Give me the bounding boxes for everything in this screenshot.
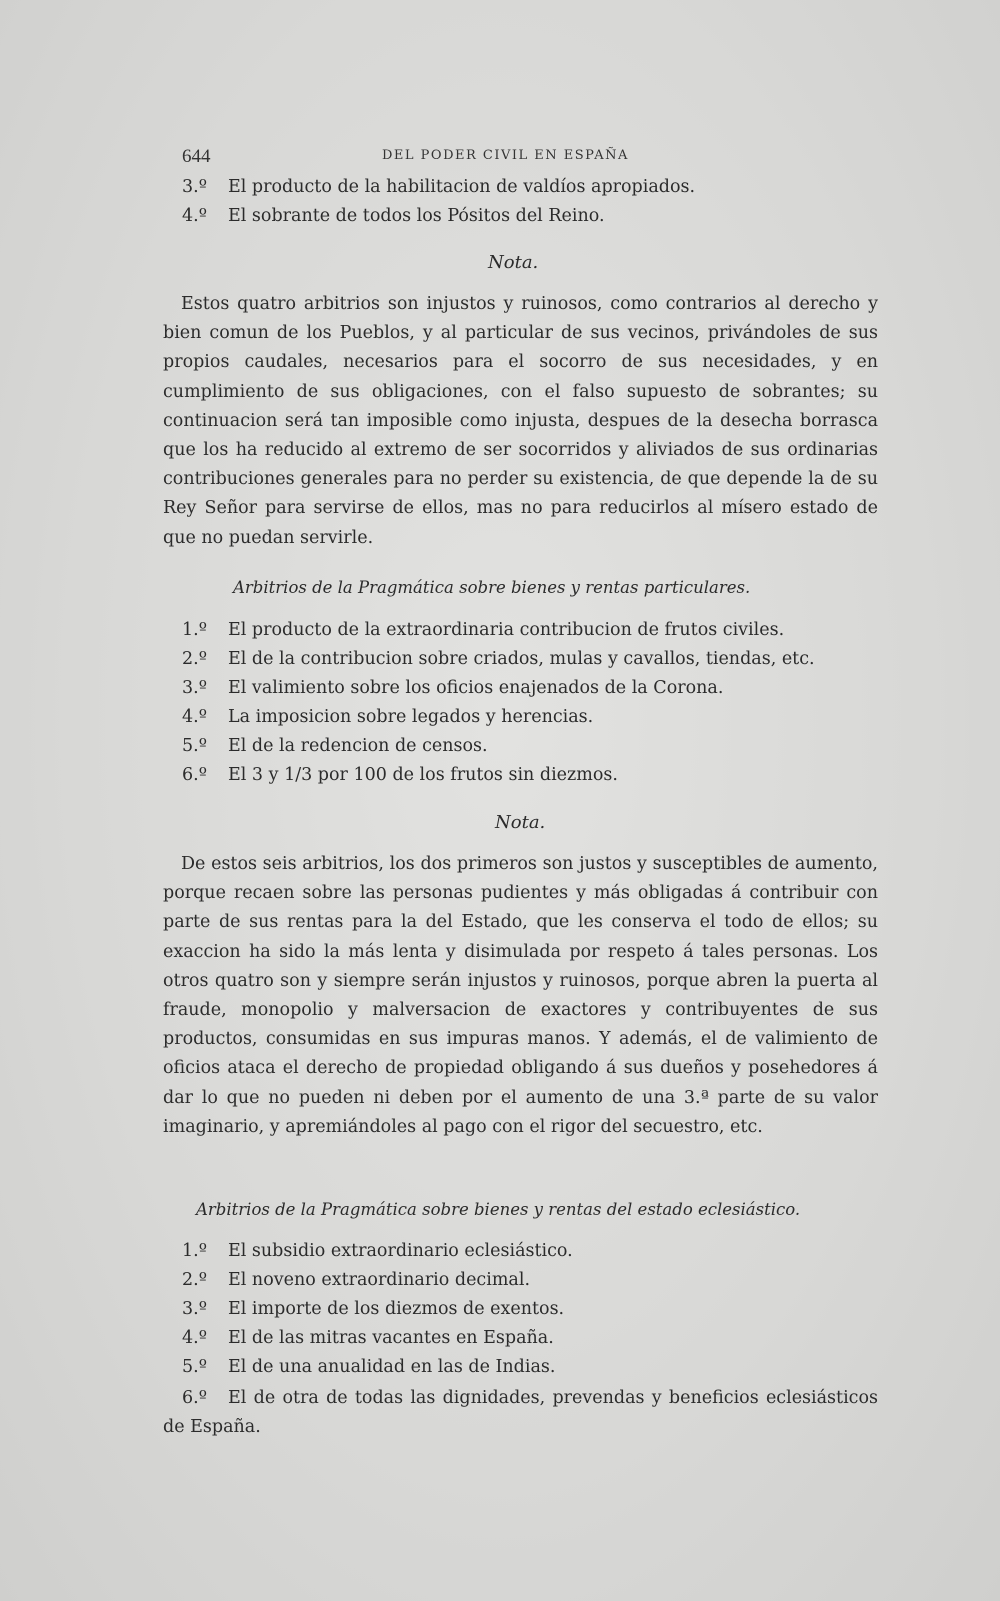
item-text: El de las mitras vacantes en España. <box>228 1328 554 1348</box>
item-text: La imposicion sobre legados y herencias. <box>228 707 594 727</box>
list-item <box>182 1357 872 1377</box>
item-text: El producto de la habilitacion de valdíos apropiados. <box>228 177 696 197</box>
nota-heading: Nota. <box>495 812 546 833</box>
item-number: 5.º <box>182 736 207 756</box>
item-number: 3.º <box>182 1299 207 1319</box>
item-text: El de una anualidad en las de Indias. <box>228 1357 556 1377</box>
item-text: El producto de la extraordinaria contribucion de frutos civiles. <box>228 620 785 640</box>
item-text: El de la redencion de censos. <box>228 736 488 756</box>
list-item <box>182 177 872 197</box>
nota-heading: Nota. <box>488 252 539 273</box>
item-number: 2.º <box>182 1270 207 1290</box>
list-item <box>182 649 872 669</box>
list-item <box>182 678 872 698</box>
paragraph-text: De estos seis arbitrios, los dos primeros son justos y susceptibles de aumento, porque recaen sobre las personas pudientes y más obligadas á contribuir con parte de sus rentas para la del Estado, que les conserva el todo de ellos; su exaccion ha sido la más lenta y disimulada por respeto á tales personas. Los otros quatro son y siempre serán injustos y ruinosos, porque abren la puerta al fraude, monopolio y malversacion de exactores y contribuyentes de sus productos, consumidas en sus impuras manos. Y además, el de valimiento de oficios ataca el derecho de propiedad obligando á sus dueños y posehedores á dar lo que no pueden ni deben por el aumento de una 3.ª parte de su valor imaginario, y apremiándoles al pago con el rigor del secuestro, etc. <box>163 854 878 1137</box>
item-text: El de la contribucion sobre criados, mulas y cavallos, tiendas, etc. <box>228 649 815 669</box>
item-text: El noveno extraordinario decimal. <box>228 1270 531 1290</box>
nota-paragraph <box>163 290 878 553</box>
item-number: 1.º <box>182 620 207 640</box>
list-item <box>182 765 872 785</box>
item-number: 3.º <box>182 678 207 698</box>
item-number: 5.º <box>182 1357 207 1377</box>
item-number: 2.º <box>182 649 207 669</box>
list-item <box>182 206 872 226</box>
nota-paragraph <box>163 850 878 1142</box>
item-number: 4.º <box>182 707 207 727</box>
section-heading: Arbitrios de la Pragmática sobre bienes y rentas del estado eclesiástico. <box>196 1200 801 1219</box>
paragraph-text: Estos quatro arbitrios son injustos y ruinosos, como contrarios al derecho y bien comun de los Pueblos, y al particular de sus vecinos, privándoles de sus propios caudales, necesarios para el socorro de sus necesidades, y en cumplimiento de sus obligaciones, con el falso supuesto de sobrantes; su continuacion será tan imposible como injusta, despues de la desecha borrasca que los ha reducido al extremo de ser socorridos y aliviados de sus ordinarias contribuciones generales para no perder su existencia, de que depende la de su Rey Señor para servirse de ellos, mas no para reducirlos al mísero estado de que no puedan servirle. <box>163 294 878 548</box>
list-item <box>182 1241 872 1261</box>
item-number: 3.º <box>182 177 207 197</box>
item-number: 6.º <box>182 1388 207 1408</box>
item-text: El importe de los diezmos de exentos. <box>228 1299 565 1319</box>
item-number: 6.º <box>182 765 207 785</box>
page-number: 644 <box>182 146 211 167</box>
item-number: 4.º <box>182 206 207 226</box>
item-text: El de otra de todas las dignidades, prevendas y beneficios eclesiásticos de España. <box>163 1388 878 1438</box>
section-heading: Arbitrios de la Pragmática sobre bienes y rentas particulares. <box>233 578 751 597</box>
list-item <box>182 1270 872 1290</box>
item-number: 4.º <box>182 1328 207 1348</box>
list-item <box>182 707 872 727</box>
running-title: DEL PODER CIVIL EN ESPAÑA <box>382 148 629 163</box>
item-text: El subsidio extraordinario eclesiástico. <box>228 1241 573 1261</box>
item-text: El valimiento sobre los oficios enajenados de la Corona. <box>228 678 724 698</box>
list-item <box>182 1328 872 1348</box>
list-item <box>182 1299 872 1319</box>
list-item <box>182 736 872 756</box>
item-number: 1.º <box>182 1241 207 1261</box>
list-item <box>182 620 872 640</box>
running-head <box>182 146 648 168</box>
list-item <box>163 1384 878 1442</box>
item-text: El 3 y 1/3 por 100 de los frutos sin diezmos. <box>228 765 618 785</box>
item-text: El sobrante de todos los Pósitos del Reino. <box>228 206 605 226</box>
